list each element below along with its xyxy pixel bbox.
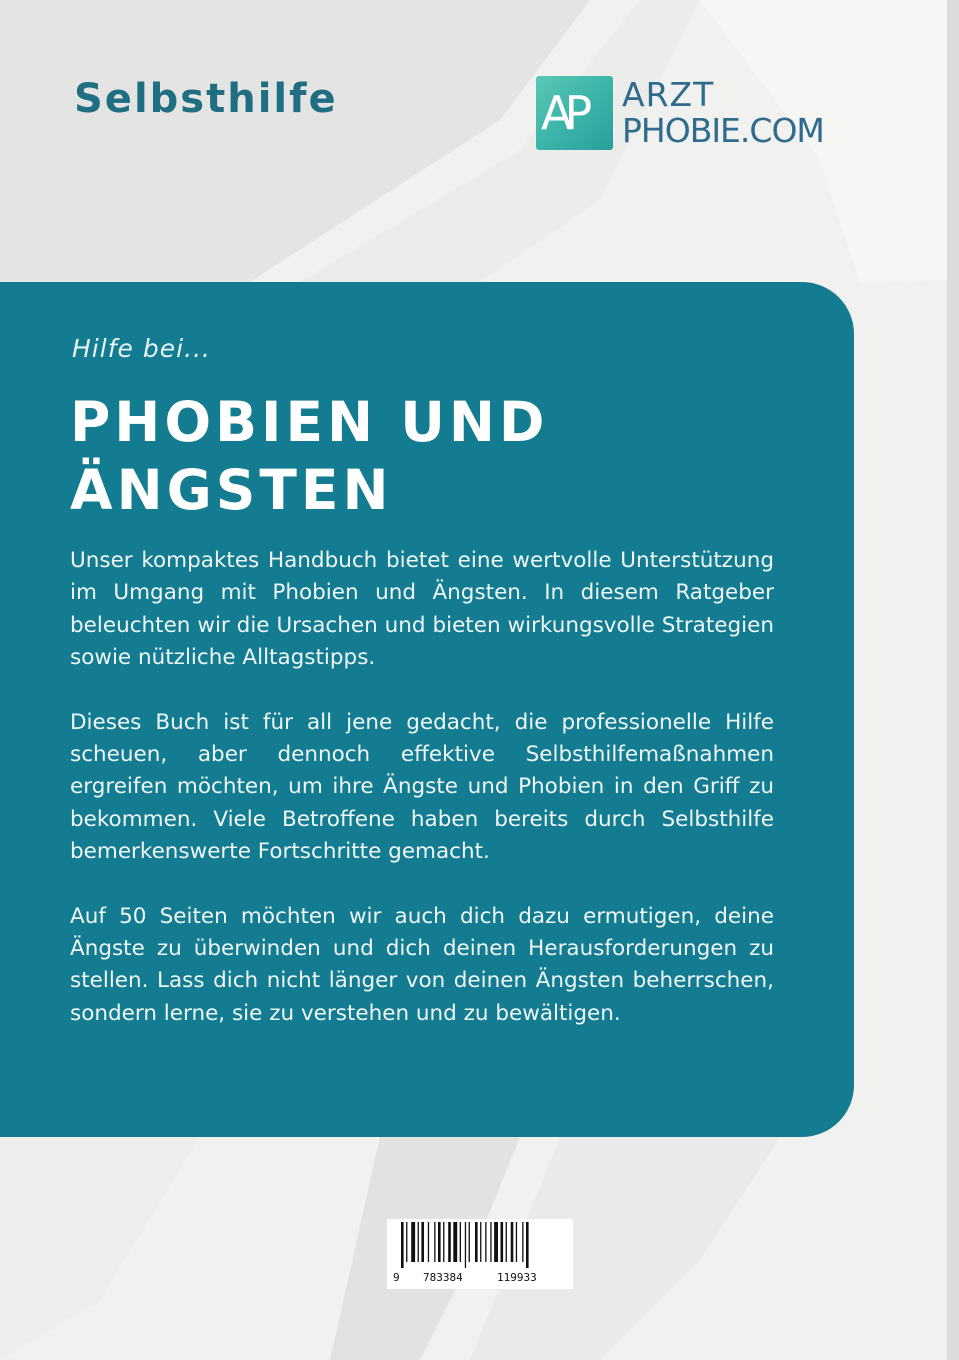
category-label: Selbsthilfe <box>74 76 338 122</box>
blurb-text <box>70 545 774 1062</box>
brand-logo <box>536 76 881 152</box>
paragraph-2: Dieses Buch ist für all jene gedacht, die professionelle Hilfe scheuen, aber dennoch effektive Selbsthilfemaßnahmen ergreifen möchten, um ihre Ängste und Phobien in den Griff zu bekommen. Viele Betroffene haben bereits durch Selbsthilfe bemerkenswerte Fortschritte gemacht. <box>70 709 774 865</box>
subtitle: Hilfe bei... <box>72 334 211 363</box>
barcode-digit-first: 9 <box>393 1271 400 1284</box>
paragraph-3: Auf 50 Seiten möchten wir auch dich dazu ermutigen, deine Ängste zu überwinden und dich deinen Herausforderungen zu stellen. Lass dich nicht länger von deinen Ängsten beherrschen, sondern lerne, sie zu verstehen und zu bewältigen. <box>70 903 774 1026</box>
title-line-2: ÄNGSTEN <box>70 458 393 522</box>
barcode-group-right: 119933 <box>497 1271 537 1284</box>
barcode-group-left: 783384 <box>423 1271 463 1284</box>
page-edge <box>947 0 959 1360</box>
paragraph-1: Unser kompaktes Handbuch bietet eine wertvolle Unterstützung im Umgang mit Phobien und Ängsten. In diesem Ratgeber beleuchten wir die Ursachen und bieten wirkungsvolle Strategien sowie nützliche Alltagstipps. <box>70 548 774 671</box>
logo-monogram: AP <box>541 86 585 140</box>
logo-monogram-box <box>536 76 613 150</box>
book-title <box>70 388 790 524</box>
title-line-1: PHOBIEN UND <box>70 390 549 454</box>
logo-text-line2: PHOBIE.COM <box>622 111 824 150</box>
barcode-bars <box>387 1219 573 1269</box>
logo-text-line1: ARZT <box>622 75 715 114</box>
isbn-barcode <box>387 1219 573 1289</box>
barcode-number <box>387 1271 573 1287</box>
